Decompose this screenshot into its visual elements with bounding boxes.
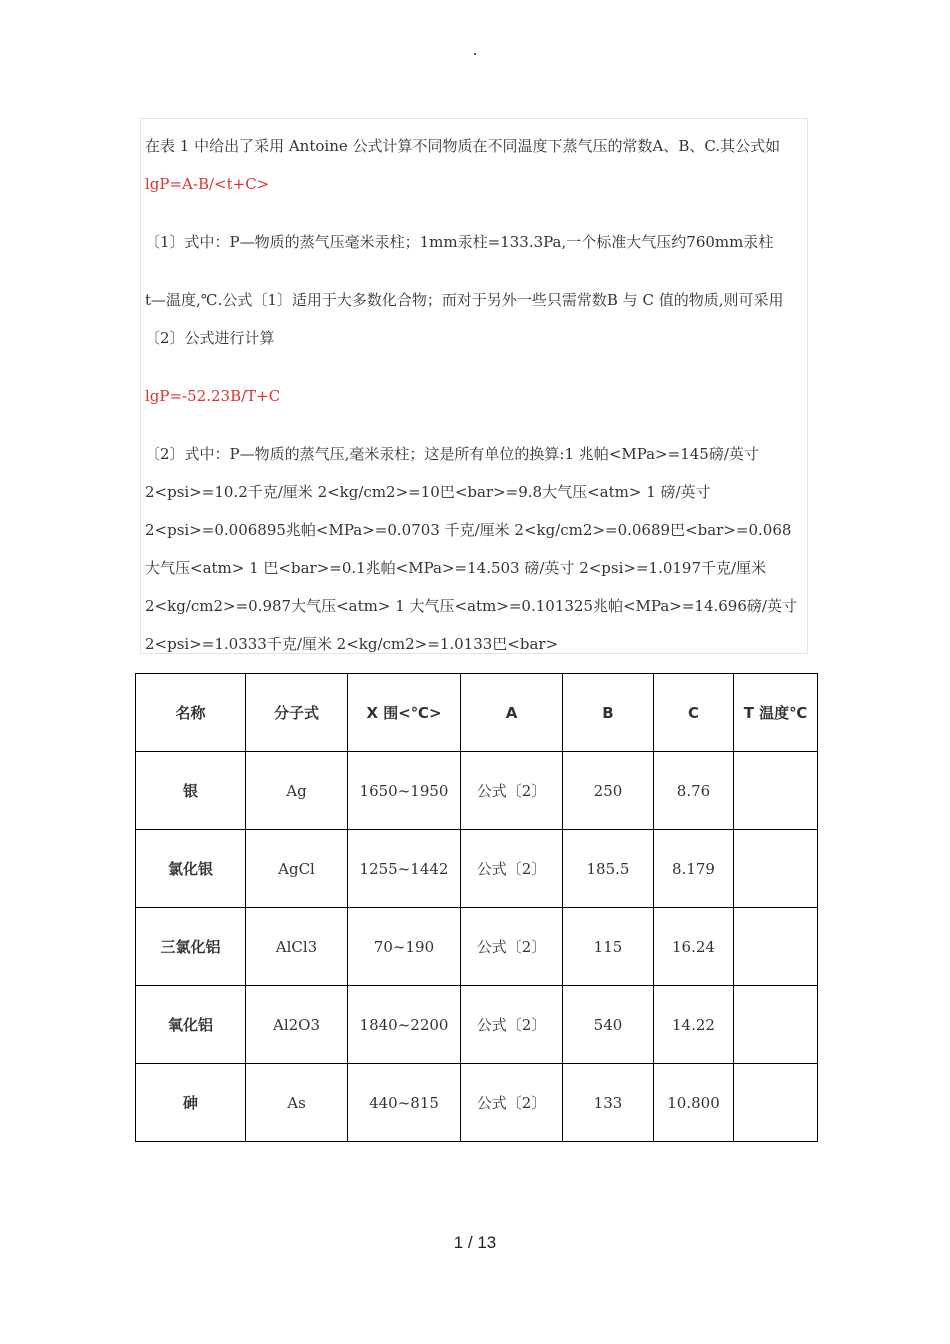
header-temperature: T 温度℃ [734, 674, 818, 752]
header-range: X 围<℃> [348, 674, 461, 752]
cell-b: 540 [563, 986, 654, 1064]
cell-name: 三氯化铝 [136, 908, 246, 986]
intro-text-box [140, 118, 808, 654]
cell-name: 氯化银 [136, 830, 246, 908]
cell-range: 1650~1950 [348, 752, 461, 830]
table-row [136, 986, 818, 1064]
table-row [136, 752, 818, 830]
table-header-row [136, 674, 818, 752]
antoine-formula: lgP=A-B/<t+C> [145, 175, 270, 193]
cell-temperature [734, 1064, 818, 1142]
cell-range: 440~815 [348, 1064, 461, 1142]
cell-formula: AlCl3 [246, 908, 348, 986]
cell-a: 公式〔2〕 [461, 986, 563, 1064]
cell-formula: Al2O3 [246, 986, 348, 1064]
intro-paragraph-1 [145, 127, 803, 203]
cell-formula: As [246, 1064, 348, 1142]
header-a: A [461, 674, 563, 752]
formula-1-note: 〔1〕式中：P—物质的蒸气压毫米汞柱；1mm汞柱=133.3Pa,一个标准大气压约760mm汞柱 [145, 233, 774, 251]
header-formula: 分子式 [246, 674, 348, 752]
cell-temperature [734, 908, 818, 986]
cell-c: 16.24 [654, 908, 734, 986]
table-row [136, 908, 818, 986]
cell-b: 185.5 [563, 830, 654, 908]
cell-range: 70~190 [348, 908, 461, 986]
cell-c: 8.76 [654, 752, 734, 830]
cell-b: 250 [563, 752, 654, 830]
cell-c: 8.179 [654, 830, 734, 908]
cell-b: 133 [563, 1064, 654, 1142]
cell-range: 1840~2200 [348, 986, 461, 1064]
table-row [136, 830, 818, 908]
cell-a: 公式〔2〕 [461, 752, 563, 830]
temperature-note: t—温度,℃.公式〔1〕适用于大多数化合物；而对于另外一些只需常数B 与 C 值的物质,则可采用〔2〕公式进行计算 [145, 291, 784, 347]
page-number: 1 / 13 [453, 1233, 497, 1252]
cell-a: 公式〔2〕 [461, 1064, 563, 1142]
cell-name: 氧化铝 [136, 986, 246, 1064]
cell-temperature [734, 986, 818, 1064]
cell-formula: Ag [246, 752, 348, 830]
cell-a: 公式〔2〕 [461, 908, 563, 986]
cell-formula: AgCl [246, 830, 348, 908]
cell-b: 115 [563, 908, 654, 986]
header-mark: . [472, 40, 478, 59]
cell-name: 银 [136, 752, 246, 830]
header-name: 名称 [136, 674, 246, 752]
header-b: B [563, 674, 654, 752]
header-c: C [654, 674, 734, 752]
cell-name: 砷 [136, 1064, 246, 1142]
vapor-pressure-table [135, 673, 818, 1142]
cell-a: 公式〔2〕 [461, 830, 563, 908]
formula-2: lgP=-52.23B/T+C [145, 387, 281, 405]
cell-c: 14.22 [654, 986, 734, 1064]
cell-temperature [734, 752, 818, 830]
cell-range: 1255~1442 [348, 830, 461, 908]
table-row [136, 1064, 818, 1142]
cell-temperature [734, 830, 818, 908]
cell-c: 10.800 [654, 1064, 734, 1142]
intro-text: 在表 1 中给出了采用 Antoine 公式计算不同物质在不同温度下蒸气压的常数A、B、C.其公式如 [145, 137, 781, 155]
unit-conversion-note: 〔2〕式中：P—物质的蒸气压,毫米汞柱；这是所有单位的换算:1 兆帕<MPa>=145磅/英寸 2<psi>=10.2千克/厘米 2<kg/cm2>=10巴<bar>=9.8大气压<atm> 1 磅/英寸 2<psi>=0.006895兆帕<MPa>=0.0703 千克/厘米 2<kg/cm2>=0.0689巴<bar>=0.068大气压<atm> 1 巴<bar>=0.1兆帕<MPa>=14.503 磅/英寸 2<psi>=1.0197千克/厘米 2<kg/cm2>=0.987大气压<atm> 1 大气压<atm>=0.101325兆帕<MPa>=14.696磅/英寸 2<psi>=1.0333千克/厘米 2<kg/cm2>=1.0133巴<bar> [145, 445, 797, 653]
